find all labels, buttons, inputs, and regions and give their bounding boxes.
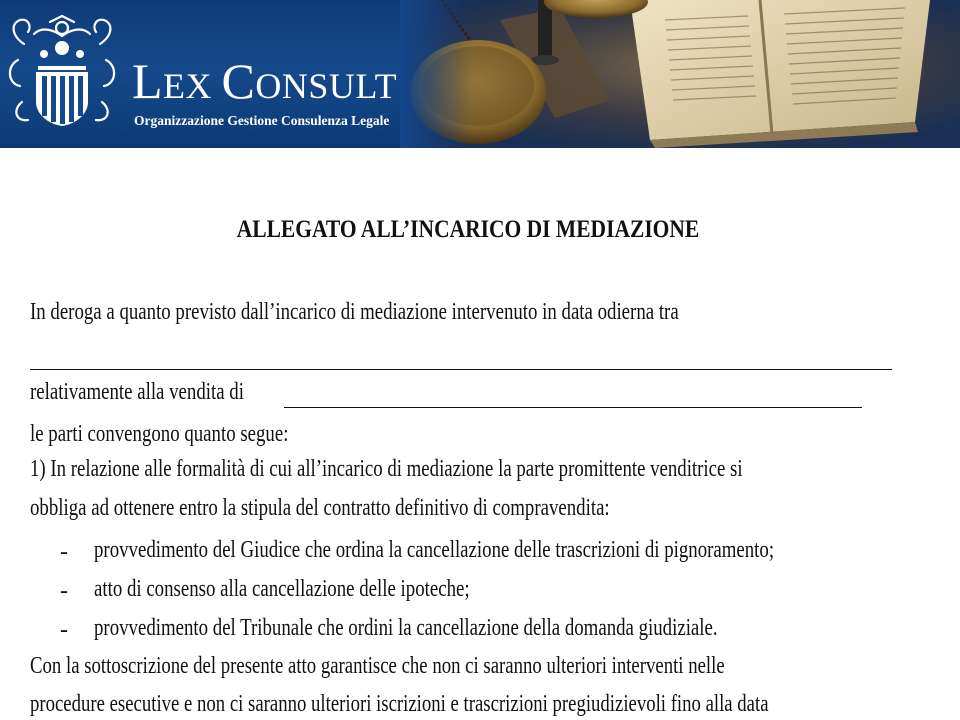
- parties-agree-line: le parti convengono quanto segue:: [30, 421, 289, 447]
- brand-word-consult-rest: ONSULT: [255, 66, 398, 106]
- sale-object-label: relativamente alla vendita di: [30, 379, 244, 405]
- closing-line-2: procedure esecutive e non ci saranno ulteriori iscrizioni e trascrizioni pregiudizievoli fino alla data: [30, 691, 769, 717]
- brand-letter-c: C: [221, 53, 256, 109]
- clause-1-line-1: 1) In relazione alle formalità di cui all’incarico di mediazione la parte promittente venditrice si: [30, 456, 743, 482]
- list-item: provvedimento del Tribunale che ordini la cancellazione della domanda giudiziale.: [94, 615, 718, 641]
- bullet-dash: -: [60, 617, 68, 643]
- document-body: [0, 148, 960, 720]
- intro-paragraph: In deroga a quanto previsto dall’incarico di mediazione intervenuto in data odierna tra: [30, 299, 679, 325]
- closing-line-1: Con la sottoscrizione del presente atto garantisce che non ci saranno ulteriori interventi nelle: [30, 653, 725, 679]
- brand-name: [132, 53, 398, 109]
- list-item: atto di consenso alla cancellazione delle ipoteche;: [94, 576, 470, 602]
- heraldic-crest-icon: [4, 14, 120, 130]
- document-title: ALLEGATO ALL’INCARICO DI MEDIAZIONE: [236, 216, 700, 243]
- brand-letter-l: L: [132, 53, 164, 109]
- bullet-dash: -: [60, 578, 68, 604]
- parties-blank-line: [30, 369, 892, 370]
- sale-object-blank-line: [284, 407, 862, 408]
- brand-subtitle: Organizzazione Gestione Consulenza Legale: [134, 113, 390, 128]
- bullet-dash: -: [60, 539, 68, 565]
- brand-word-lex-rest: EX: [163, 66, 222, 106]
- header-banner: [0, 0, 960, 148]
- clause-1-line-2: obbliga ad ottenere entro la stipula del contratto definitivo di compravendita:: [30, 495, 610, 521]
- list-item: provvedimento del Giudice che ordina la cancellazione delle trascrizioni di pignoramento;: [94, 537, 775, 563]
